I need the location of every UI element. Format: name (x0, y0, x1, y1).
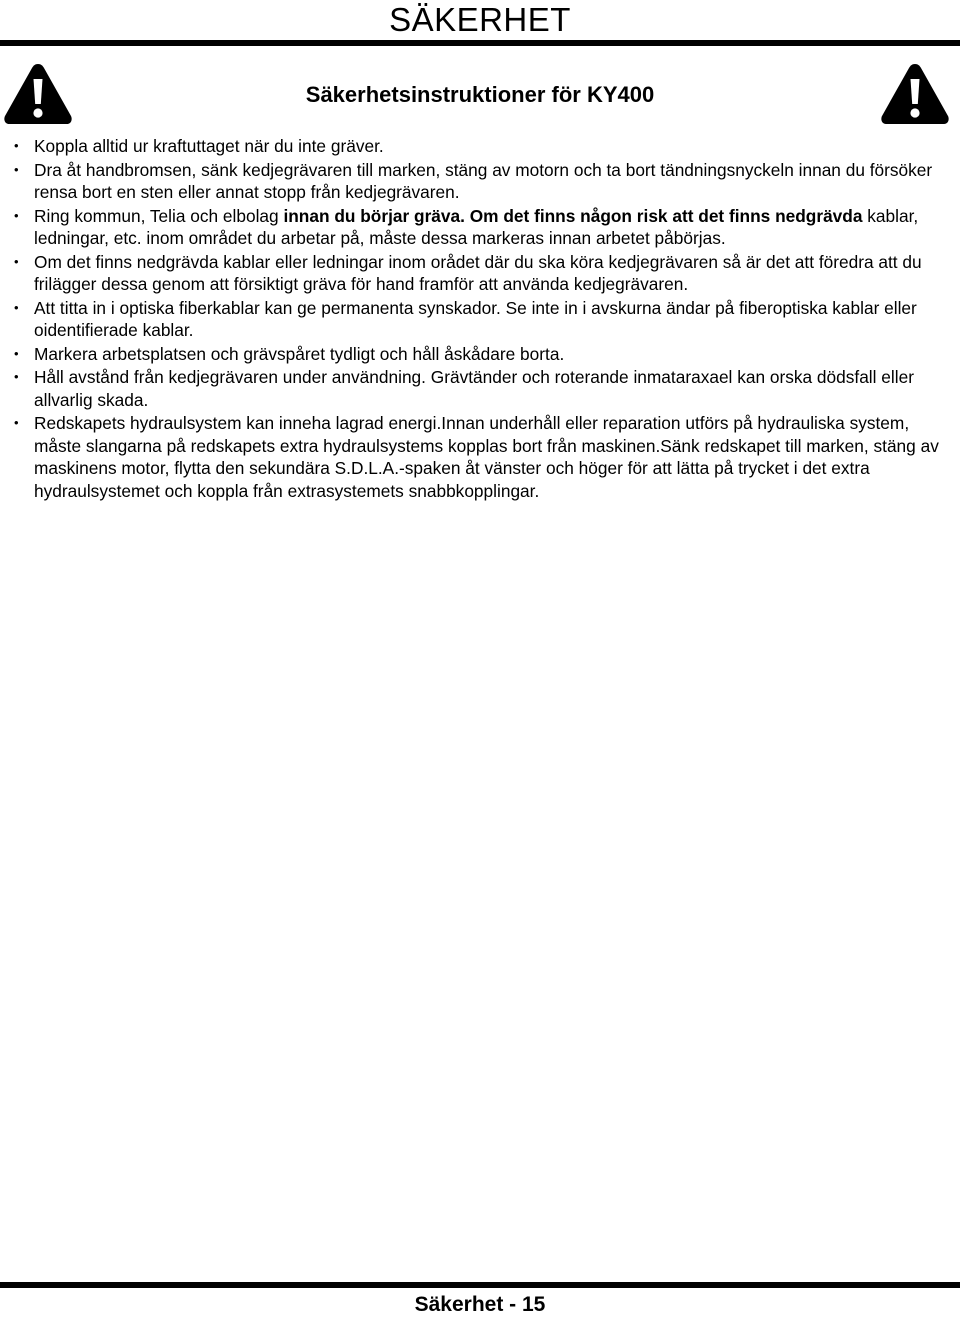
list-item (0, 412, 960, 502)
bullet-icon: • (14, 161, 19, 177)
body-text: Håll avstånd från kedjegrävaren under användning. Grävtänder och roterande inmataraxael kan orska dödsfall eller allvarlig skada. (34, 367, 914, 410)
body-text: kablar, ledningar, etc. inom området du arbetar på, måste dessa markeras innan arbetet påbörjas. (34, 205, 919, 248)
page-number-label: Säkerhet - 15 (414, 1293, 546, 1316)
page-header (0, 0, 960, 48)
list-item (0, 135, 960, 158)
bullet-icon: • (14, 138, 19, 153)
body-text: Redskapets hydraulsystem kan inneha lagrad energi.Innan underhåll eller reparation utförs på hydrauliska system, måste slangarna på redskapets extra hydraulsystems kopplas bort från maskinen.Sänk redskapet till marken, stäng av maskinens motor, flytta den sekundära S.D.L.A.-spaken åt vänster och höger för att lätta på trycket i det extra hydraulsystemet och koppla från extrasystemets snabbkopplingar. (34, 413, 939, 501)
bullet-icon: • (14, 253, 19, 269)
page-title: SÄKERHET (389, 1, 571, 38)
list-item-text (34, 206, 918, 249)
bullet-icon: • (14, 299, 19, 315)
body-text: Koppla alltid ur kraftuttaget när du inte gräver. (34, 136, 384, 156)
safety-instructions-list (0, 135, 960, 503)
emphasis-text: innan du börjar gräva. Om det finns någon risk att det finns nedgrävda (283, 205, 863, 226)
list-item-text (34, 298, 917, 341)
bullet-icon: • (14, 369, 19, 384)
list-item (0, 159, 960, 204)
bullet-icon: • (14, 345, 19, 361)
list-item (0, 366, 960, 411)
bullet-icon: • (14, 207, 19, 223)
list-item (0, 297, 960, 342)
list-item-text (34, 252, 922, 295)
footer-divider (0, 1282, 960, 1288)
body-text: Markera arbetsplatsen och grävspåret tydligt och håll åskådare borta. (34, 343, 565, 364)
list-item (0, 343, 960, 366)
list-item-text (34, 136, 384, 156)
list-item-text (34, 413, 939, 501)
warning-triangle-icon (3, 62, 73, 126)
body-text: Dra åt handbromsen, sänk kedjegrävaren till marken, stäng av motorn och ta bort tändningsnyckeln innan du försöker rensa bort en sten eller annat stopp från kedjegrävaren. (34, 159, 933, 202)
list-item (0, 251, 960, 296)
body-text: Ring kommun, Telia och elbolag (34, 205, 284, 226)
page-footer (0, 1276, 960, 1316)
section-title: Säkerhetsinstruktioner för KY400 (305, 82, 655, 107)
list-item-text (34, 367, 914, 410)
header-divider (0, 40, 960, 46)
bullet-icon: • (14, 415, 19, 430)
list-item-text (34, 344, 564, 364)
body-text: Om det finns nedgrävda kablar eller ledningar inom orådet där du ska köra kedjegrävaren så är det att föredra att du frilägger dessa genom att försiktigt gräva för hand framför att använda kedjegrävaren. (34, 251, 922, 294)
warning-triangle-icon (880, 62, 950, 126)
list-item (0, 205, 960, 250)
body-text: Att titta in i optiska fiberkablar kan ge permanenta synskador. Se inte in i avskurna ändar på fiberoptiska kablar eller oidentifierade kablar. (34, 297, 917, 340)
list-item-text (34, 160, 932, 203)
